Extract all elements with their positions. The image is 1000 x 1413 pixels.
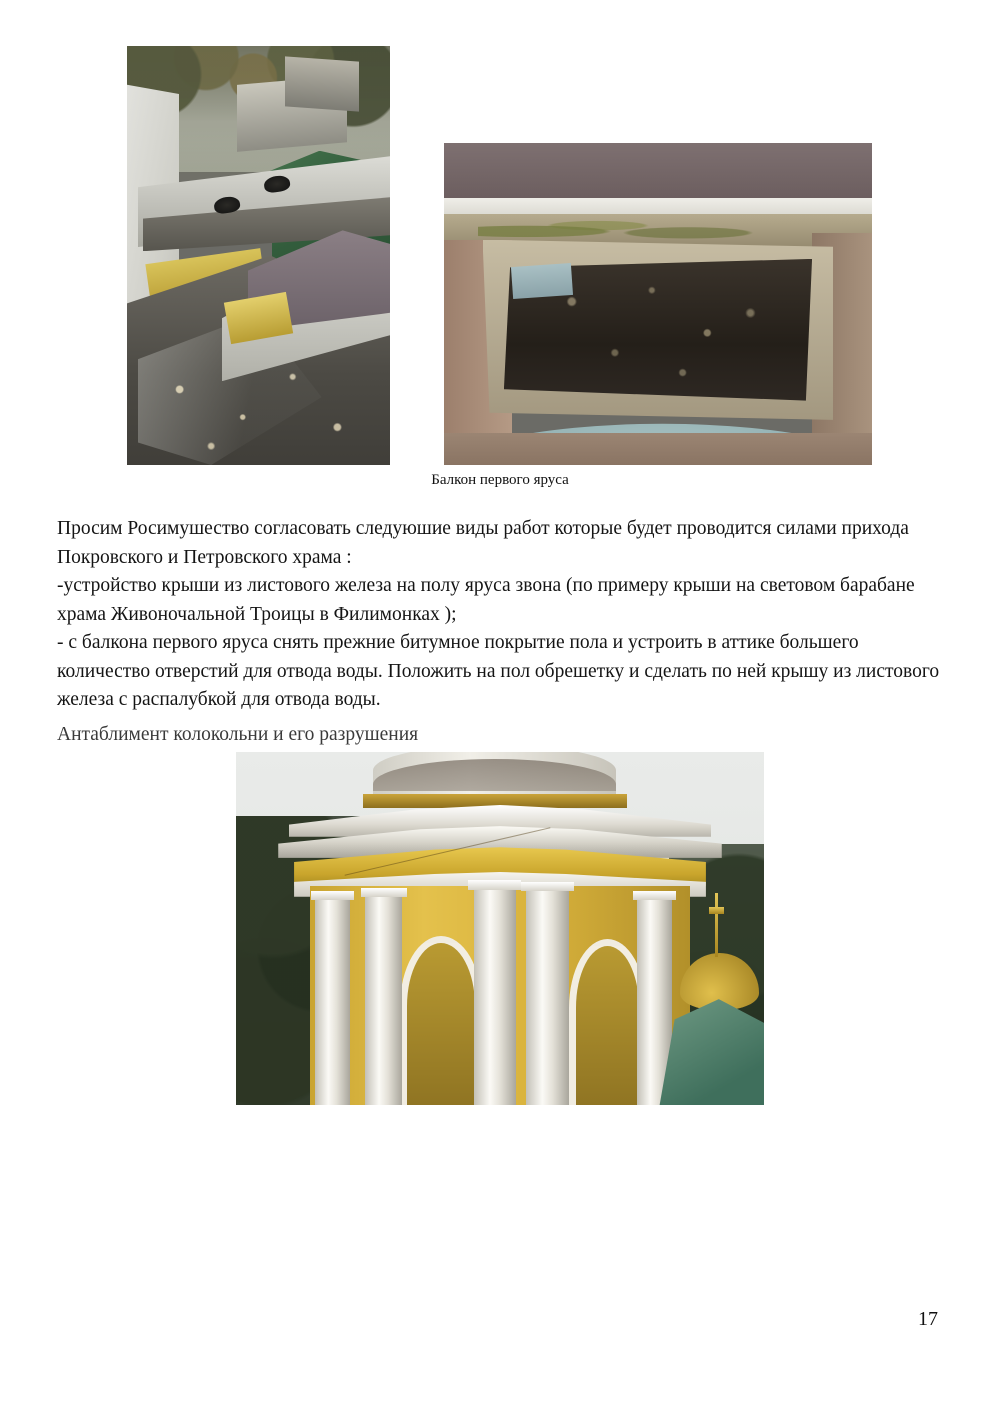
photo-column: [526, 884, 568, 1105]
photo-column-capital: [633, 891, 676, 900]
paragraph-work-item-2: - с балкона первого яруса снять прежние битумное покрытие пола и устроить в аттике большего количество отверстий для отвода воды. Положить на пол обрешетку и сделать по ней крышу из листового железа с распалубкой для отвода воды.: [57, 632, 940, 710]
photo-bell-tower-entablature: [236, 752, 764, 1105]
photo-column: [365, 890, 402, 1105]
photo-dark-roof-band: [444, 143, 872, 204]
photo-metal-patch: [511, 263, 573, 299]
photo-column-capital: [521, 882, 574, 891]
photo-arch-opening: [400, 936, 483, 1105]
photo-wall-bottom: [444, 433, 872, 465]
section-subheading: Антаблимент колокольни и его разрушения: [57, 724, 419, 745]
paragraph-work-item-1: -устройство крыши из листового железа на полу яруса звона (по примеру крыши на световом барабане храма Живоночальной Троицы в Филимонках );: [57, 575, 915, 625]
photo-column: [474, 883, 516, 1105]
paragraph-request: Просим Росимушество согласовать следуюшие виды работ которые будет проводится силами прихода Покровского и Петровского храма :: [57, 518, 909, 568]
photo-fallen-leaves: [127, 339, 390, 465]
photo-column-capital: [468, 880, 521, 889]
photo-column: [315, 893, 349, 1105]
photo-building-background-2: [285, 56, 359, 111]
photo-arch-opening-2: [569, 939, 646, 1105]
body-text: [57, 515, 947, 715]
photo-balcony-roof: [127, 46, 390, 465]
photo-moss-growth: [478, 214, 778, 243]
photo-column-capital: [361, 888, 407, 897]
page-number: 17: [918, 1308, 938, 1330]
photo-caption: Балкон первого яруса: [431, 472, 569, 488]
photo-column-capital: [311, 891, 354, 900]
photo-row-top: [0, 0, 1000, 500]
photo-attic-cavity: [444, 143, 872, 465]
photo-orthodox-cross-icon: [709, 893, 725, 957]
